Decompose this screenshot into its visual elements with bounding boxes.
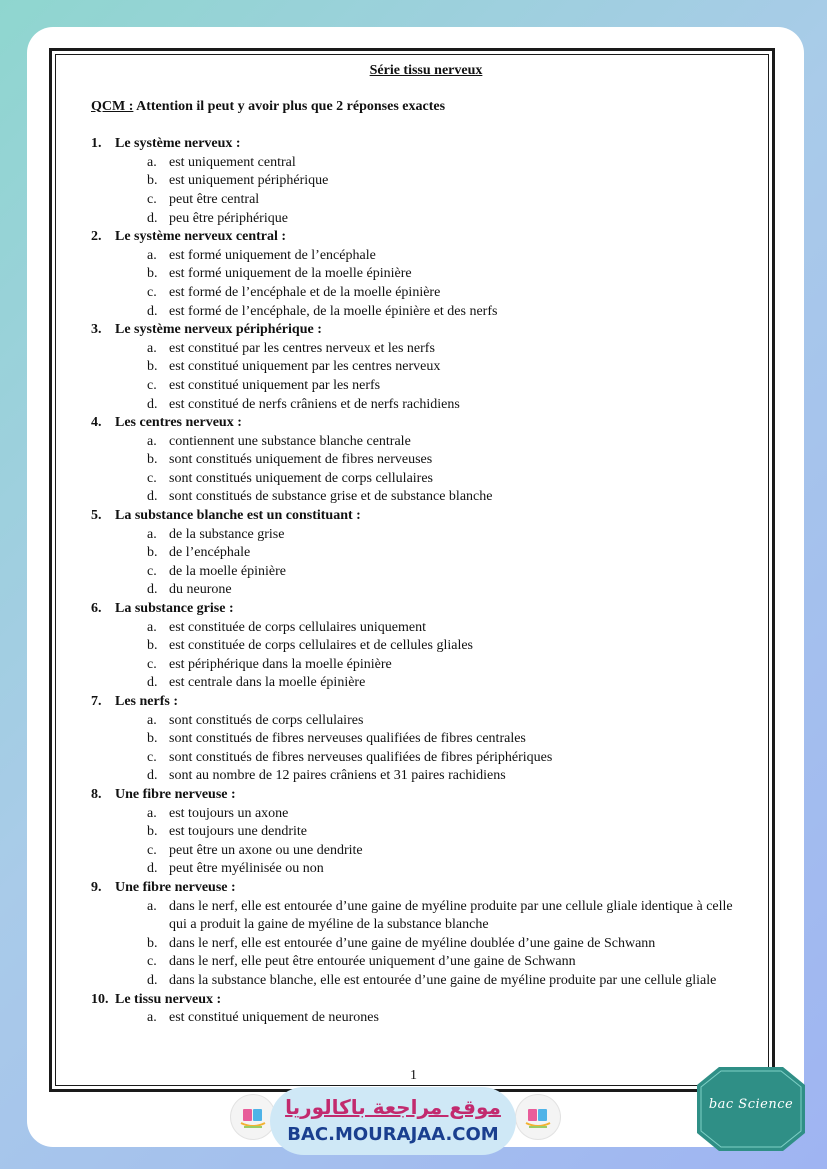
answer-option	[91, 749, 761, 768]
right-logo-icon	[516, 1095, 560, 1139]
option-text: est formé uniquement de la moelle épinière	[169, 266, 412, 282]
answer-option	[91, 656, 761, 675]
answer-option	[91, 544, 761, 563]
option-text: est constitué uniquement de neurones	[169, 1010, 379, 1026]
option-text: est formé de l’encéphale, de la moelle épinière et des nerfs	[169, 303, 498, 319]
option-letter: a.	[147, 712, 157, 728]
question	[91, 228, 761, 321]
answer-option	[91, 210, 761, 229]
answer-option	[91, 953, 761, 972]
answer-option	[91, 842, 761, 861]
qcm-instructions	[91, 98, 761, 117]
option-text: sont constitués uniquement de fibres nerveuses	[169, 452, 433, 468]
answer-option	[91, 563, 761, 582]
option-letter: b.	[147, 935, 158, 951]
question-heading	[91, 228, 761, 247]
question-number: 9.	[91, 879, 102, 895]
answer-option	[91, 358, 761, 377]
answer-option	[91, 712, 761, 731]
option-letter: c.	[147, 377, 157, 393]
question-number: 10.	[91, 991, 109, 1007]
question-list	[91, 135, 761, 1028]
option-text: sont constitués uniquement de corps cellulaires	[169, 470, 433, 486]
option-text: peut être un axone ou une dendrite	[169, 842, 363, 858]
question-title: La substance grise :	[115, 601, 234, 617]
question-title: Les nerfs :	[115, 694, 178, 709]
question	[91, 991, 761, 1028]
answer-option	[91, 154, 761, 173]
option-text: dans la substance blanche, elle est entourée d’une gaine de myéline produite par une cellule gliale	[169, 972, 717, 988]
question-number: 7.	[91, 694, 102, 709]
bac-science-badge	[697, 1067, 805, 1151]
question-title: Une fibre nerveuse :	[115, 786, 236, 802]
option-letter: a.	[147, 619, 157, 635]
option-letter: c.	[147, 470, 157, 486]
question-heading	[91, 991, 761, 1010]
option-text: peu être périphérique	[169, 210, 288, 226]
option-letter: a.	[147, 433, 157, 449]
option-text: peut être myélinisée ou non	[169, 861, 324, 877]
option-list	[91, 619, 761, 693]
option-letter: c.	[147, 656, 157, 672]
answer-option	[91, 247, 761, 266]
answer-option	[91, 172, 761, 191]
option-letter: a.	[147, 340, 157, 356]
option-list	[91, 712, 761, 786]
answer-option	[91, 730, 761, 749]
answer-option	[91, 470, 761, 489]
question-heading	[91, 693, 761, 712]
question	[91, 321, 761, 414]
question-heading	[91, 135, 761, 154]
question-title: Une fibre nerveuse :	[115, 879, 236, 895]
question	[91, 507, 761, 600]
badge-label: bac Science	[708, 1097, 794, 1112]
option-letter: d.	[147, 768, 158, 784]
question-title: Les centres nerveux :	[115, 415, 242, 431]
option-text: du neurone	[169, 582, 232, 598]
question-title: Le système nerveux :	[115, 136, 241, 152]
question-number: 8.	[91, 786, 102, 802]
answer-option	[91, 805, 761, 824]
option-text: sont constitués de fibres nerveuses qualifiées de fibres centrales	[169, 731, 526, 747]
option-letter: c.	[147, 842, 157, 858]
option-letter: a.	[147, 1010, 157, 1026]
option-letter: c.	[147, 563, 157, 579]
question-title: Le système nerveux périphérique :	[115, 322, 322, 338]
document-title: Série tissu nerveux	[369, 63, 483, 78]
answer-option	[91, 823, 761, 842]
option-text: est constitué uniquement par les centres nerveux	[169, 359, 441, 375]
option-list	[91, 898, 761, 991]
option-text: est périphérique dans la moelle épinière	[169, 656, 392, 672]
answer-option	[91, 898, 761, 935]
answer-option	[91, 377, 761, 396]
question-number: 5.	[91, 508, 102, 524]
option-letter: c.	[147, 954, 157, 970]
answer-option	[91, 451, 761, 470]
document-content	[91, 62, 761, 1028]
option-text: dans le nerf, elle peut être entourée uniquement d’une gaine de Schwann	[169, 954, 576, 970]
question	[91, 879, 761, 991]
answer-option	[91, 303, 761, 322]
question-title: La substance blanche est un constituant :	[115, 508, 361, 524]
question-title: Le tissu nerveux :	[115, 991, 222, 1007]
option-list	[91, 526, 761, 600]
option-letter: d.	[147, 210, 158, 226]
answer-option	[91, 1009, 761, 1028]
site-banner[interactable]	[270, 1087, 516, 1155]
answer-option	[91, 637, 761, 656]
question	[91, 135, 761, 228]
option-letter: c.	[147, 749, 157, 765]
option-letter: d.	[147, 861, 158, 877]
option-letter: d.	[147, 972, 158, 988]
option-text: est constituée de corps cellulaires et de cellules gliales	[169, 638, 473, 654]
site-name-arabic[interactable]: موقع مراجعة باكالوريا	[285, 1095, 501, 1119]
option-list	[91, 340, 761, 414]
question	[91, 786, 761, 879]
answer-option	[91, 526, 761, 545]
answer-option	[91, 972, 761, 991]
option-letter: b.	[147, 824, 158, 840]
answer-option	[91, 284, 761, 303]
question-heading	[91, 321, 761, 340]
option-letter: a.	[147, 805, 157, 821]
option-text: dans le nerf, elle est entourée d’une gaine de myéline produite par une cellule gliale identique à celle qui a produit la gaine de myéline de la substance blanche	[169, 898, 733, 933]
option-text: sont constitués de substance grise et de substance blanche	[169, 489, 493, 505]
answer-option	[91, 396, 761, 415]
option-text: est constitué par les centres nerveux et les nerfs	[169, 340, 435, 356]
option-text: contiennent une substance blanche centrale	[169, 433, 411, 449]
option-letter: d.	[147, 489, 158, 505]
answer-option	[91, 619, 761, 638]
answer-option	[91, 674, 761, 693]
answer-option	[91, 488, 761, 507]
question-number: 4.	[91, 415, 102, 431]
question-heading	[91, 786, 761, 805]
option-text: est formé uniquement de l’encéphale	[169, 247, 376, 263]
question-heading	[91, 600, 761, 619]
option-letter: b.	[147, 359, 158, 375]
answer-option	[91, 191, 761, 210]
question-number: 1.	[91, 136, 102, 152]
option-text: peut être central	[169, 191, 260, 207]
option-letter: a.	[147, 247, 157, 263]
left-logo-icon	[231, 1095, 275, 1139]
option-text: dans le nerf, elle est entourée d’une gaine de myéline doublée d’une gaine de Schwann	[169, 935, 656, 951]
option-text: est constitué uniquement par les nerfs	[169, 377, 381, 393]
question	[91, 600, 761, 693]
question-title: Le système nerveux central :	[115, 229, 287, 245]
option-list	[91, 1009, 761, 1028]
option-letter: a.	[147, 898, 157, 914]
option-text: de la moelle épinière	[169, 563, 286, 579]
option-text: est centrale dans la moelle épinière	[169, 675, 366, 691]
option-letter: d.	[147, 582, 158, 598]
option-letter: a.	[147, 526, 157, 542]
option-text: est uniquement central	[169, 154, 296, 170]
option-text: est constitué de nerfs crâniens et de nerfs rachidiens	[169, 396, 460, 412]
option-letter: b.	[147, 545, 158, 561]
option-letter: b.	[147, 638, 158, 654]
option-text: est toujours un axone	[169, 805, 289, 821]
option-text: est constituée de corps cellulaires uniquement	[169, 619, 426, 635]
question-number: 2.	[91, 229, 102, 245]
option-letter: c.	[147, 191, 157, 207]
question-number: 3.	[91, 322, 102, 338]
option-text: sont constitués de fibres nerveuses qualifiées de fibres périphériques	[169, 749, 553, 765]
page-number: 1	[410, 1068, 417, 1083]
option-text: est toujours une dendrite	[169, 824, 308, 840]
option-letter: b.	[147, 731, 158, 747]
question-heading	[91, 414, 761, 433]
qcm-instruction-text: Attention il peut y avoir plus que 2 réponses exactes	[133, 98, 446, 114]
option-list	[91, 247, 761, 321]
qcm-label: QCM :	[91, 98, 134, 114]
option-letter: b.	[147, 266, 158, 282]
option-text: est formé de l’encéphale et de la moelle épinière	[169, 284, 441, 300]
question-heading	[91, 879, 761, 898]
answer-option	[91, 581, 761, 600]
option-text: de la substance grise	[169, 526, 285, 542]
option-letter: c.	[147, 284, 157, 300]
answer-option	[91, 265, 761, 284]
option-text: sont au nombre de 12 paires crâniens et 31 paires rachidiens	[169, 768, 506, 784]
option-list	[91, 154, 761, 228]
option-text: de l’encéphale	[169, 545, 251, 561]
option-letter: b.	[147, 452, 158, 468]
answer-option	[91, 433, 761, 452]
answer-option	[91, 340, 761, 359]
option-text: est uniquement périphérique	[169, 173, 329, 189]
question	[91, 693, 761, 786]
option-letter: d.	[147, 675, 158, 691]
question-heading	[91, 507, 761, 526]
option-letter: b.	[147, 173, 158, 189]
option-list	[91, 805, 761, 879]
option-letter: d.	[147, 303, 158, 319]
answer-option	[91, 767, 761, 786]
option-list	[91, 433, 761, 507]
question	[91, 414, 761, 507]
answer-option	[91, 860, 761, 879]
site-url[interactable]: BAC.MOURAJAA.COM	[287, 1124, 499, 1145]
question-number: 6.	[91, 601, 102, 617]
option-letter: a.	[147, 154, 157, 170]
option-text: sont constitués de corps cellulaires	[169, 712, 364, 728]
answer-option	[91, 935, 761, 954]
option-letter: d.	[147, 396, 158, 412]
